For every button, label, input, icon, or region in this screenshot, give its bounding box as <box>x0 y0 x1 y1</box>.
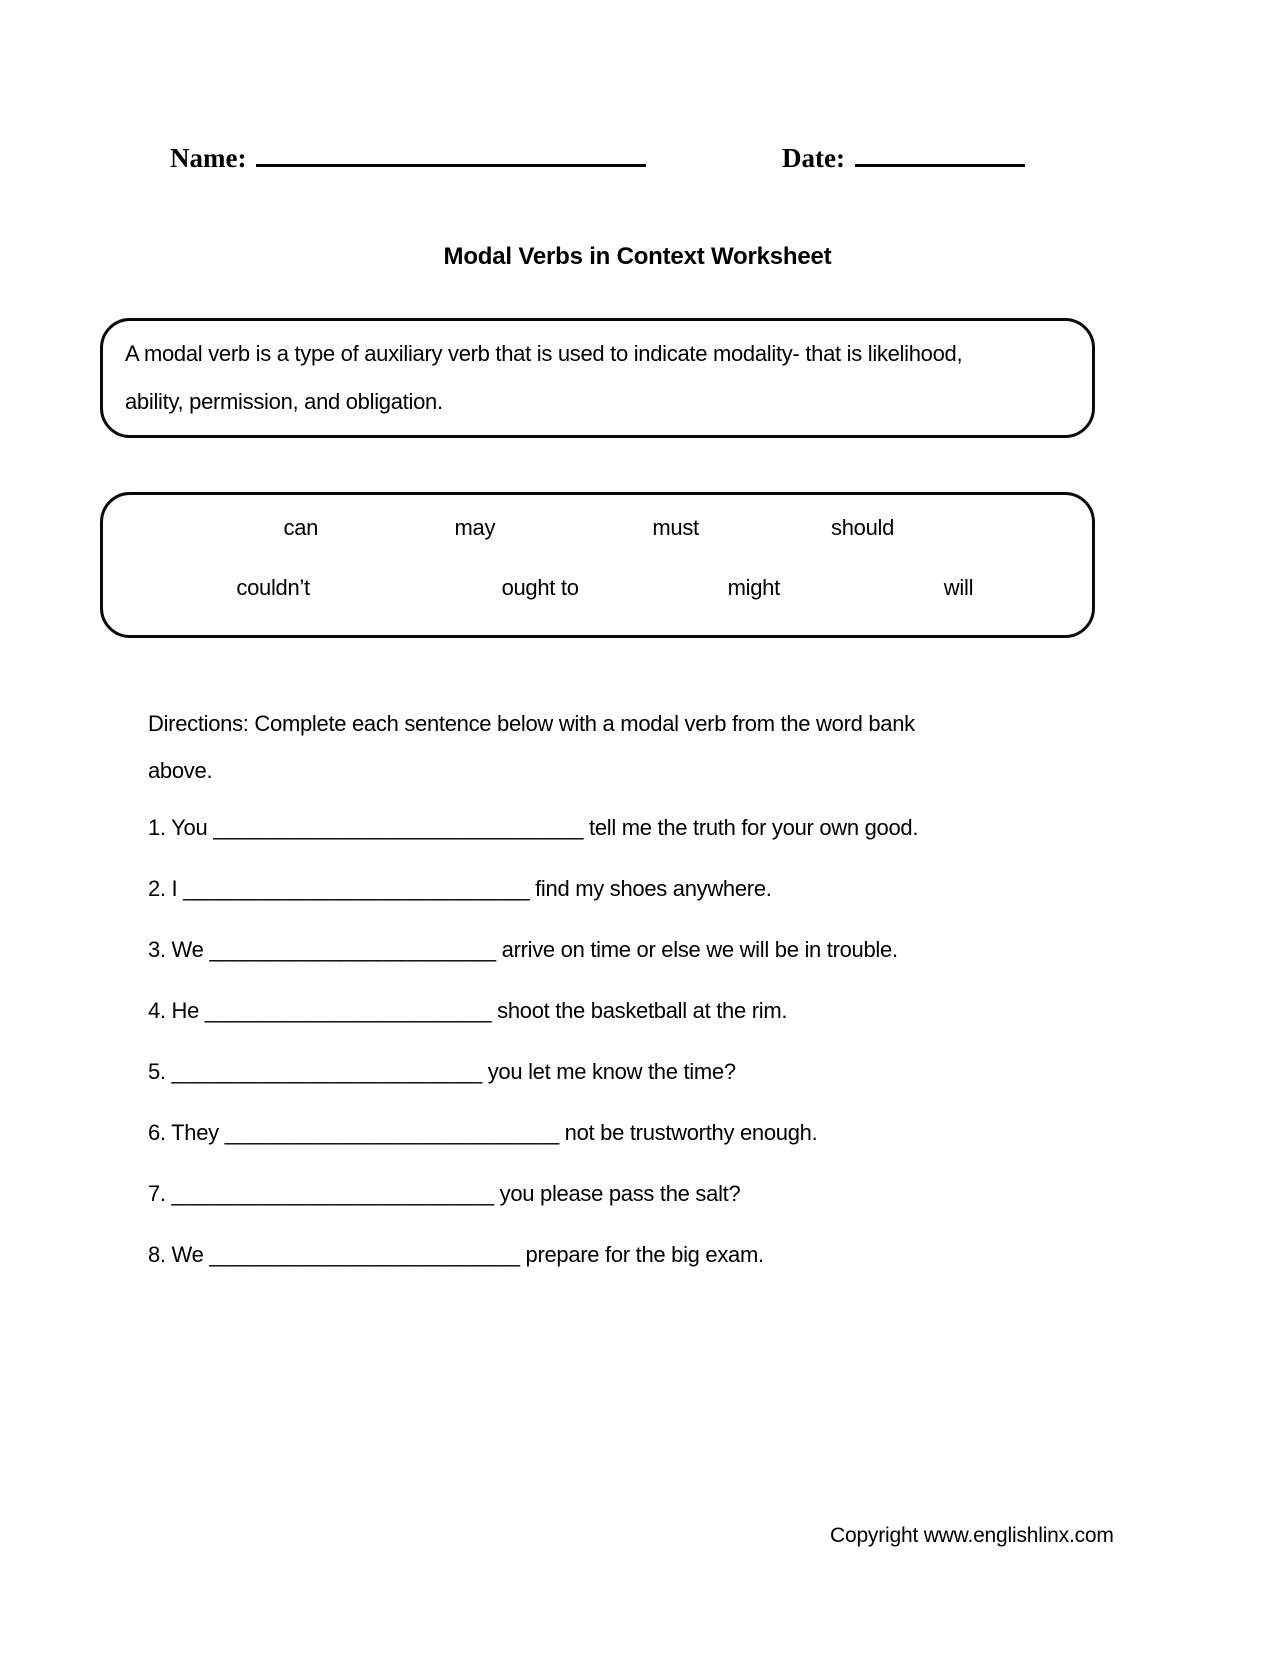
sentence-item-8: 8. We __________________________ prepare for the big exam. <box>148 1242 764 1267</box>
word-bank-word-should: should <box>831 515 895 540</box>
word-bank-word-ought-to: ought to <box>501 575 579 600</box>
word-bank-word-might: might <box>727 575 780 600</box>
sentence-item-2: 2. I _____________________________ find my shoes anywhere. <box>148 876 772 901</box>
word-bank-row-2 <box>103 575 1092 603</box>
date-field <box>782 140 1025 174</box>
copyright-text: Copyright www.englishlinx.com <box>830 1524 1114 1547</box>
word-bank-row-1 <box>103 515 1092 543</box>
sentence-list <box>148 815 1148 1303</box>
word-bank-word-will: will <box>943 575 974 600</box>
sentence-item-6: 6. They ____________________________ not be trustworthy enough. <box>148 1120 818 1145</box>
date-blank-line <box>855 140 1025 167</box>
word-bank-word-must: must <box>652 515 699 540</box>
word-bank-word-may: may <box>454 515 496 540</box>
sentence-item-5: 5. __________________________ you let me know the time? <box>148 1059 736 1084</box>
definition-text: A modal verb is a type of auxiliary verb that is used to indicate modality- that is likelihood, ability, permission, and obligation. <box>125 341 963 414</box>
word-bank-word-couldnt: couldn’t <box>236 575 310 600</box>
sentence-item-1: 1. You _______________________________ tell me the truth for your own good. <box>148 815 919 840</box>
worksheet-title: Modal Verbs in Context Worksheet <box>443 243 832 270</box>
sentence-item-3: 3. We ________________________ arrive on time or else we will be in trouble. <box>148 937 898 962</box>
sentence-item-7: 7. ___________________________ you please pass the salt? <box>148 1181 741 1206</box>
date-label: Date: <box>782 143 845 173</box>
directions-text: Directions: Complete each sentence below with a modal verb from the word bank above. <box>148 711 915 783</box>
name-field <box>170 140 646 174</box>
definition-box <box>100 318 1095 438</box>
word-bank-word-can: can <box>283 515 319 540</box>
name-blank-line <box>256 140 646 167</box>
word-bank-box <box>100 492 1095 638</box>
sentence-item-4: 4. He ________________________ shoot the basketball at the rim. <box>148 998 788 1023</box>
name-label: Name: <box>170 143 247 173</box>
